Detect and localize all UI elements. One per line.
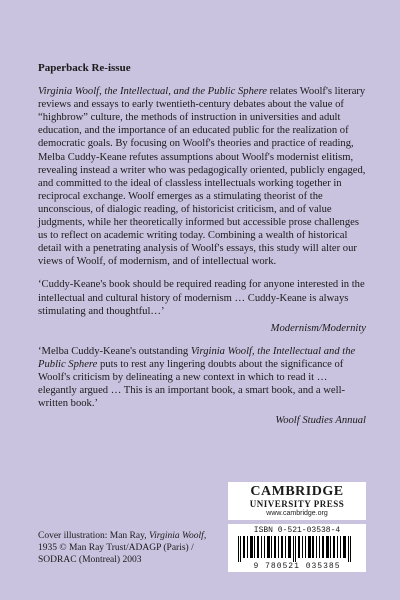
barcode-icon <box>238 536 356 562</box>
isbn-label: ISBN 0-521-03538-4 <box>253 526 341 535</box>
book-description <box>38 85 366 268</box>
publisher-name: CAMBRIDGE <box>250 484 344 499</box>
page-heading: Paperback Re-issue <box>38 62 131 74</box>
barcode-panel <box>228 524 366 572</box>
review-quote-1 <box>38 278 366 317</box>
publisher-logo <box>228 482 366 520</box>
quote-text: ‘Melba Cuddy-Keane's outstanding <box>38 345 191 357</box>
credit-text-after: , 1935 © Man Ray Trust/ADAGP (Paris) / SODRAC (Montreal) 2003 <box>38 531 207 565</box>
back-cover-text <box>38 62 366 437</box>
review-quote-2 <box>38 345 366 410</box>
quote-italic: Virginia Woolf, the Intellectual and the Public Sphere <box>38 345 356 370</box>
quote-text-after: puts to rest any lingering doubts about the significance of Woolf's criticism by delineating a new context in which to read it … elegantly argued … This is an important book, a smart book, and a well-written book.’ <box>38 358 346 410</box>
quote-source-2: Woolf Studies Annual <box>275 415 366 427</box>
publisher-url: www.cambridge.org <box>266 510 328 517</box>
cover-credit <box>38 530 218 566</box>
quote-text: ‘Cuddy-Keane's book should be required reading for anyone interested in the intellectual and cultural history of modernism … Cuddy-Keane is always stimulating and thoughtful…’ <box>38 279 365 317</box>
credit-text: Cover illustration: Man Ray, <box>38 531 149 541</box>
description-text: relates Woolf's literary reviews and essays to early twentieth-century debates about the value of “highbrow” culture, the methods of instruction in universities and adult education, and the importance of an educated public for the realization of democratic goals. By focusing on Woolf's theories and practice of reading, Melba Cuddy-Keane refutes assumptions about Woolf's modernist elitism, revealing instead a writer who was pedagogically oriented, publicly engaged, and committed to the ideal of classless intellectuals working together in reciprocal exchange. Woolf emerges as a stimulating theorist of the unconscious, of dialogic reading, of historicist criticism, and of value judgments, while her theoretically informed but accessible prose challenges us to reflect on academic writing today. Combining a wealth of historical detail with a penetrating analysis of Woolf's essays, this study will alter our views of Woolf, of modernism, and of intellectual work. <box>38 86 366 268</box>
credit-italic: Virginia Woolf <box>149 531 204 541</box>
book-title: Virginia Woolf, the Intellectual, and the Public Sphere <box>38 86 267 98</box>
publisher-press: UNIVERSITY PRESS <box>249 499 345 509</box>
barcode-number: 9 780521 035385 <box>253 562 341 571</box>
quote-source-1: Modernism/Modernity <box>270 322 366 334</box>
